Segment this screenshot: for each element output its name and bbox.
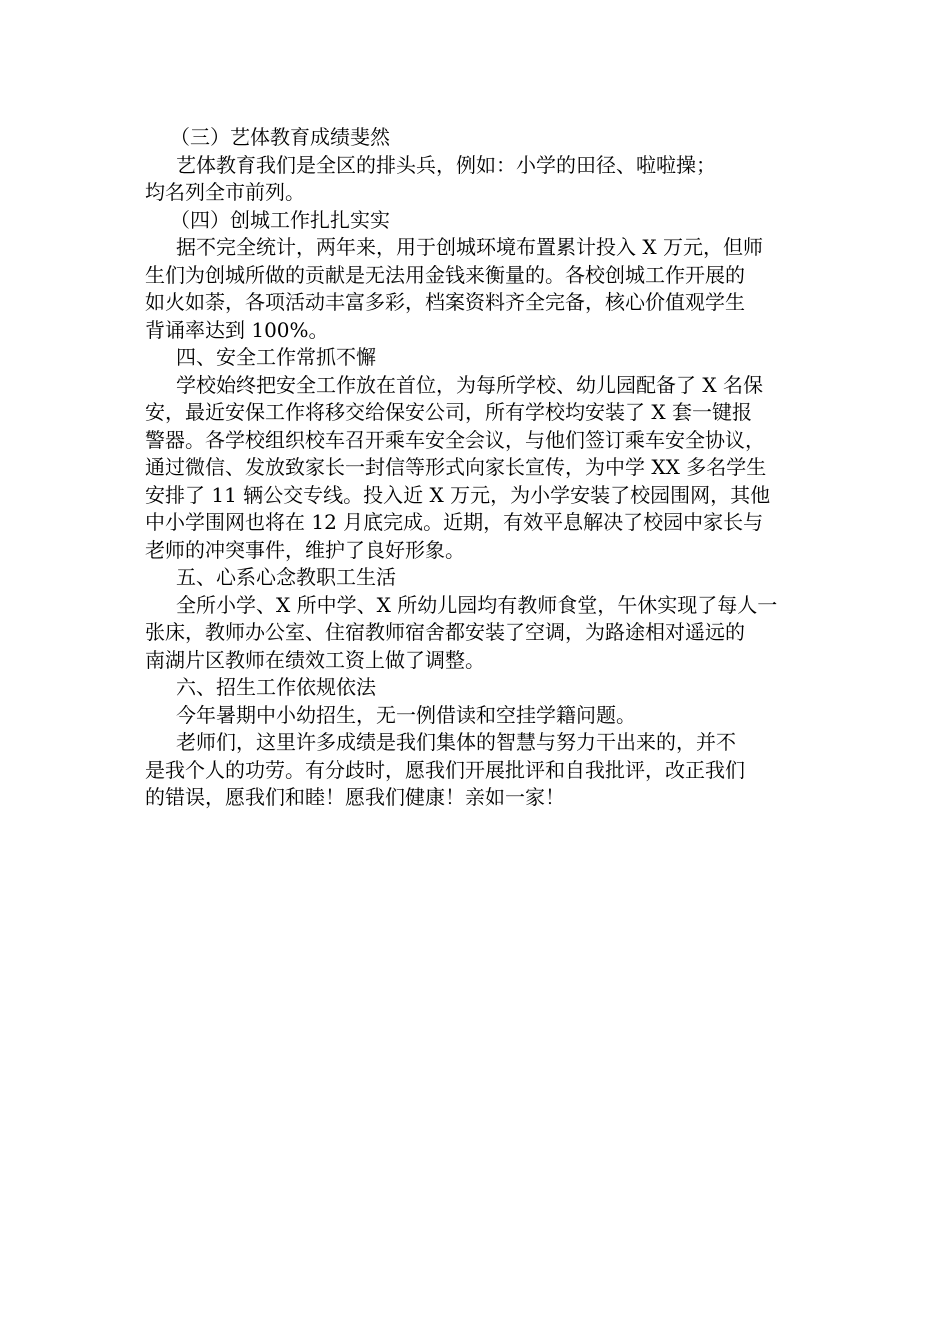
paragraph-line: 艺体教育我们是全区的排头兵，例如：小学的田径、啦啦操； [176,152,716,177]
heading-text: （四）创城工作扎扎实实 [170,207,390,232]
section-heading [145,344,810,372]
paragraph [145,372,810,565]
heading-text: 六、招生工作依规依法 [176,675,376,699]
document-body [145,124,810,812]
paragraph-line: 均名列全市前列。 [145,180,305,204]
paragraph-line: 生们为创城所做的贡献是无法用金钱来衡量的。各校创城工作开展的 [145,262,745,287]
paragraph-line: 张床，教师办公室、住宿教师宿舍都安装了空调，为路途相对遥远的 [145,620,745,644]
heading-text: 五、心系心念教职工生活 [176,565,396,589]
paragraph-line: 背诵率达到 100%。 [145,317,329,342]
section-heading [145,207,810,235]
paragraph-line: 全所小学、X 所中学、X 所幼儿园均有教师食堂，午休实现了每人一 [176,592,778,617]
paragraph-line: 老师的冲突事件，维护了良好形象。 [145,537,465,562]
paragraph-line: 南湖片区教师在绩效工资上做了调整。 [145,647,485,672]
paragraph-line: 中小学围网也将在 12 月底完成。近期，有效平息解决了校园中家长与 [145,510,764,534]
paragraph-line: 据不完全统计，两年来，用于创城环境布置累计投入 X 万元，但师 [176,235,763,259]
paragraph-line: 学校始终把安全工作放在首位，为每所学校、幼儿园配备了 X 名保 [176,372,763,397]
heading-text: （三）艺体教育成绩斐然 [170,125,390,149]
paragraph-line: 警器。各学校组织校车召开乘车安全会议，与他们签订乘车安全协议， [145,427,765,452]
heading-text: 四、安全工作常抓不懈 [176,345,376,369]
section-heading [145,124,810,152]
paragraph-line: 安，最近安保工作将移交给保安公司，所有学校均安装了 X 套一键报 [145,400,752,424]
paragraph-line: 老师们，这里许多成绩是我们集体的智慧与努力干出来的，并不 [176,730,736,754]
paragraph [145,592,810,675]
paragraph-line: 是我个人的功劳。有分歧时，愿我们开展批评和自我批评，改正我们 [145,757,745,782]
section-heading [145,564,810,592]
paragraph [145,152,810,207]
paragraph-line: 如火如荼，各项活动丰富多彩，档案资料齐全完备，核心价值观学生 [145,290,745,314]
paragraph-line: 通过微信、发放致家长一封信等形式向家长宣传，为中学 XX 多名学生 [145,455,767,479]
paragraph [145,702,810,730]
section-heading [145,674,810,702]
paragraph-line: 安排了 11 辆公交专线。投入近 X 万元，为小学安装了校园围网，其他 [145,482,771,507]
paragraph [145,729,810,812]
paragraph [145,234,810,344]
paragraph-line: 今年暑期中小幼招生，无一例借读和空挂学籍问题。 [176,702,636,727]
paragraph-line: 的错误，愿我们和睦！愿我们健康！亲如一家！ [145,785,565,809]
